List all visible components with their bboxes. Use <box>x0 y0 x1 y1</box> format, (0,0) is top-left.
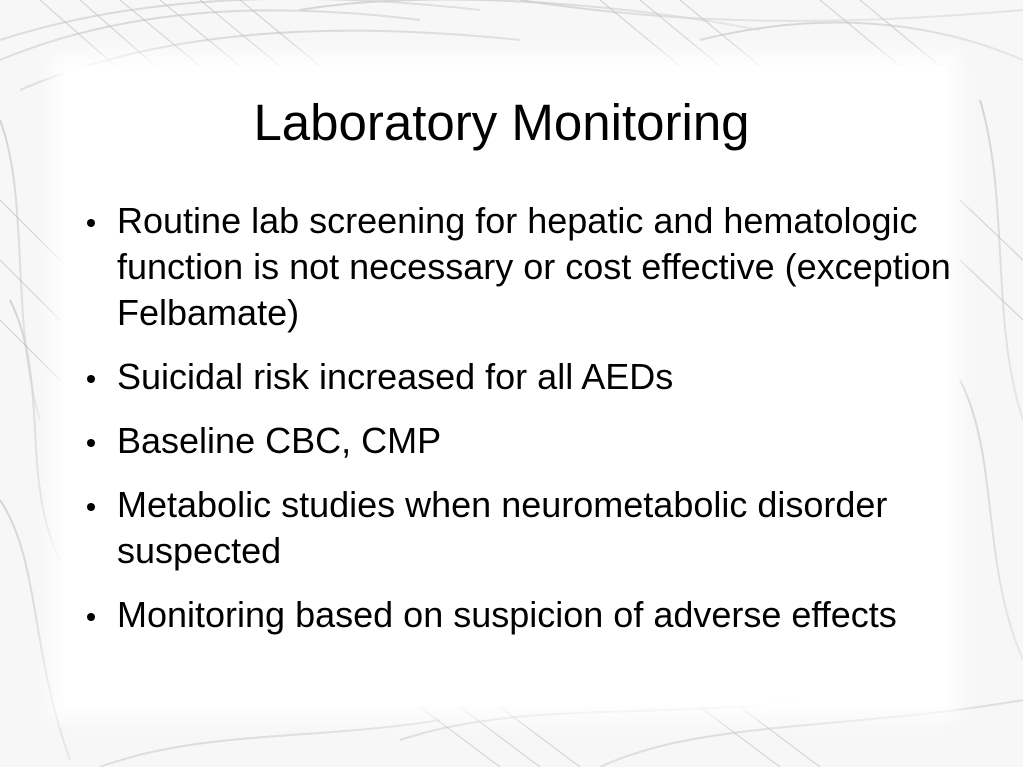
bullet-dot-icon <box>87 503 95 511</box>
bullet-item <box>82 354 962 400</box>
bullet-item <box>82 418 962 464</box>
bullet-item <box>82 592 962 638</box>
bullet-dot-icon <box>87 439 95 447</box>
bullet-dot-icon <box>87 219 95 227</box>
bullet-text: Monitoring based on suspicion of adverse effects <box>117 594 897 635</box>
bullet-item <box>82 482 962 574</box>
slide-title: Laboratory Monitoring <box>253 94 750 151</box>
bullet-text: Routine lab screening for hepatic and hematologic function is not necessary or cost effective (exception Felbamate) <box>117 200 951 333</box>
bullet-text: Metabolic studies when neurometabolic disorder suspected <box>117 484 908 571</box>
bullet-text: Baseline CBC, CMP <box>117 420 442 461</box>
bullet-dot-icon <box>87 375 95 383</box>
bullet-item <box>82 198 962 336</box>
bullet-text: Suicidal risk increased for all AEDs <box>117 356 674 397</box>
bullet-list <box>82 198 962 656</box>
bullet-dot-icon <box>87 613 95 621</box>
